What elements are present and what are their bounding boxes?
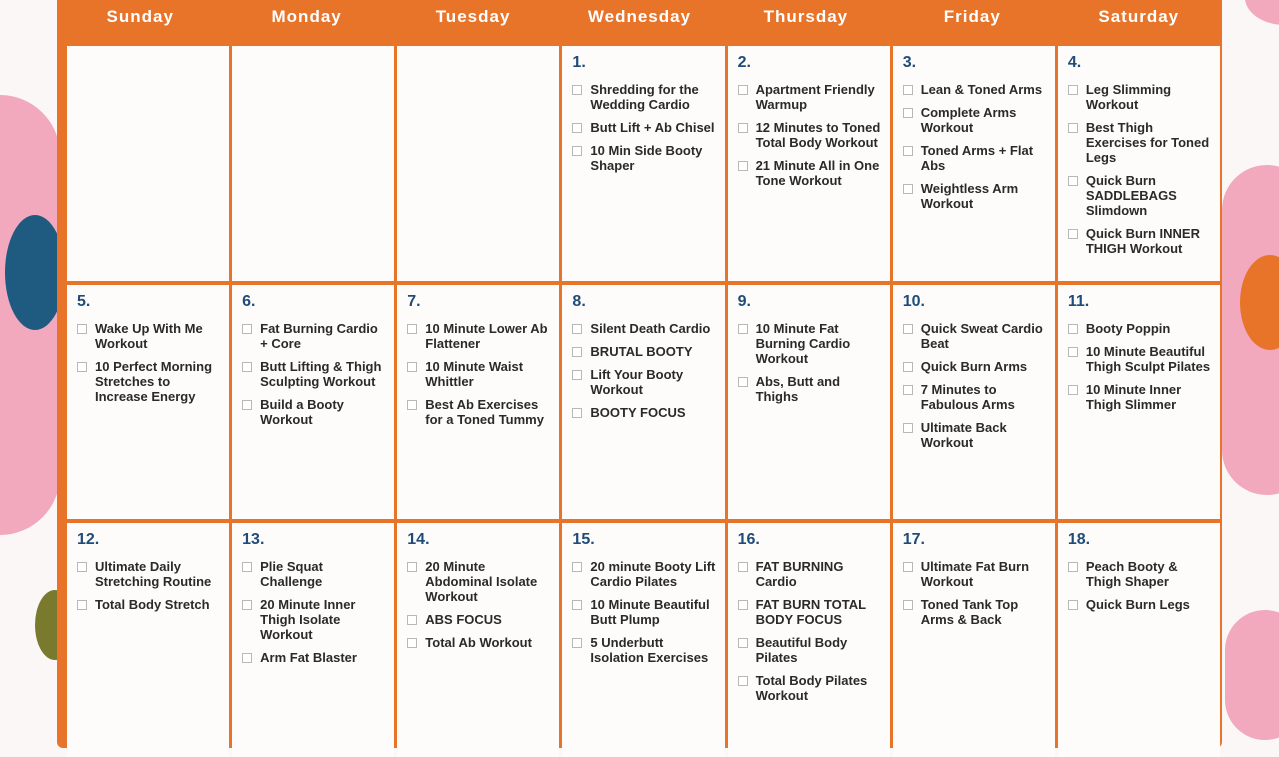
- workout-item: [738, 597, 884, 627]
- workout-item: [572, 82, 718, 112]
- workout-item: [903, 559, 1049, 589]
- workout-item: [77, 559, 223, 589]
- weekday-monday: Monday: [271, 7, 342, 26]
- calendar-day-cell: [397, 46, 559, 281]
- workout-item: [738, 120, 884, 150]
- workout-item: [572, 635, 718, 665]
- workout-label: FAT BURNING Cardio: [755, 559, 844, 589]
- workout-label: Leg Slimming Workout: [1085, 82, 1172, 112]
- workout-checkbox[interactable]: [407, 400, 417, 410]
- workout-label: BRUTAL BOOTY: [590, 344, 693, 359]
- workout-item: [572, 344, 718, 359]
- calendar-day-cell: [728, 523, 890, 757]
- calendar-day-cell: [67, 285, 229, 519]
- workout-checkbox[interactable]: [738, 123, 748, 133]
- workout-label: Ultimate Daily Stretching Routine: [95, 559, 212, 589]
- calendar-day-cell: [893, 285, 1055, 519]
- workout-label: 10 Minute Lower Ab Flattener: [425, 321, 548, 351]
- day-number: 11.: [1067, 293, 1090, 310]
- calendar-day-cell: [1058, 46, 1220, 281]
- workout-label: Toned Arms + Flat Abs: [920, 143, 1034, 173]
- navy-blob-left: [5, 215, 65, 330]
- calendar-day-cell: [397, 523, 559, 757]
- calendar-day-cell: [1058, 285, 1220, 519]
- workout-item: [1068, 382, 1214, 412]
- workout-label: 21 Minute All in One Tone Workout: [755, 158, 880, 188]
- workout-checkbox[interactable]: [407, 362, 417, 372]
- calendar-day-cell: [1058, 523, 1220, 757]
- workout-item: [903, 143, 1049, 173]
- day-number: 14.: [407, 531, 430, 548]
- workout-item: [903, 82, 1049, 97]
- workout-item: [407, 635, 553, 650]
- calendar-day-cell: [893, 523, 1055, 757]
- workout-checkbox[interactable]: [77, 362, 87, 372]
- workout-label: Ultimate Back Workout: [920, 420, 1007, 450]
- workout-item: [572, 367, 718, 397]
- workout-label: Wake Up With Me Workout: [95, 321, 203, 351]
- workout-item: [77, 359, 223, 404]
- workout-checkbox[interactable]: [572, 324, 582, 334]
- day-number: 9.: [737, 293, 751, 310]
- workout-checkbox[interactable]: [572, 600, 582, 610]
- workout-checkbox[interactable]: [572, 370, 582, 380]
- workout-item: [242, 397, 388, 427]
- calendar-day-cell: [397, 285, 559, 519]
- workout-checkbox[interactable]: [903, 146, 913, 156]
- workout-label: 10 Minute Beautiful Butt Plump: [590, 597, 710, 627]
- workout-label: 7 Minutes to Fabulous Arms: [920, 382, 1015, 412]
- workout-checkbox[interactable]: [242, 653, 252, 663]
- workout-checkbox[interactable]: [738, 85, 748, 95]
- workout-label: Silent Death Cardio: [590, 321, 711, 336]
- calendar-day-cell: [728, 285, 890, 519]
- calendar-day-cell: [232, 46, 394, 281]
- day-number: 5.: [77, 293, 91, 310]
- workout-label: Quick Sweat Cardio Beat: [920, 321, 1043, 351]
- workout-checkbox[interactable]: [572, 638, 582, 648]
- workout-label: Butt Lift + Ab Chisel: [590, 120, 715, 135]
- workout-checkbox[interactable]: [738, 324, 748, 334]
- workout-item: [903, 105, 1049, 135]
- day-number: 1.: [572, 54, 586, 71]
- workout-item: [903, 382, 1049, 412]
- workout-checkbox[interactable]: [572, 146, 582, 156]
- workout-item: [903, 321, 1049, 351]
- calendar-day-cell: [728, 46, 890, 281]
- workout-label: Total Body Stretch: [95, 597, 210, 612]
- workout-label: Complete Arms Workout: [920, 105, 1017, 135]
- workout-item: [242, 597, 388, 642]
- workout-label: Quick Burn INNER THIGH Workout: [1085, 226, 1200, 256]
- calendar-day-cell: [232, 285, 394, 519]
- workout-label: 10 Minute Beautiful Thigh Sculpt Pilates: [1085, 344, 1211, 374]
- workout-checkbox[interactable]: [77, 324, 87, 334]
- workout-checkbox[interactable]: [1068, 85, 1078, 95]
- workout-item: [738, 321, 884, 366]
- workout-checkbox[interactable]: [572, 408, 582, 418]
- workout-checkbox[interactable]: [903, 423, 913, 433]
- weekday-saturday: Saturday: [1098, 7, 1180, 26]
- workout-label: FAT BURN TOTAL BODY FOCUS: [755, 597, 866, 627]
- calendar-day-cell: [562, 285, 724, 519]
- workout-label: Best Ab Exercises for a Toned Tummy: [425, 397, 544, 427]
- workout-item: [77, 597, 223, 612]
- workout-label: Quick Burn Legs: [1085, 597, 1190, 612]
- workout-item: [1068, 559, 1214, 589]
- workout-label: Total Ab Workout: [425, 635, 532, 650]
- workout-label: Fat Burning Cardio + Core: [260, 321, 378, 351]
- pink-blob-right-bottom: [1225, 610, 1279, 740]
- workout-checkbox[interactable]: [407, 324, 417, 334]
- day-number: 6.: [242, 293, 256, 310]
- workout-checkbox[interactable]: [77, 600, 87, 610]
- workout-checkbox[interactable]: [903, 184, 913, 194]
- workout-label: 20 Minute Abdominal Isolate Workout: [425, 559, 538, 604]
- workout-checkbox[interactable]: [242, 362, 252, 372]
- workout-item: [572, 559, 718, 589]
- workout-label: Total Body Pilates Workout: [755, 673, 868, 703]
- workout-label: Booty Poppin: [1085, 321, 1171, 336]
- workout-checkbox[interactable]: [903, 600, 913, 610]
- calendar-day-cell: [893, 46, 1055, 281]
- workout-item: [572, 597, 718, 627]
- weekday-wednesday: Wednesday: [587, 7, 692, 26]
- workout-item: [242, 359, 388, 389]
- workout-item: [738, 82, 884, 112]
- workout-label: 10 Min Side Booty Shaper: [590, 143, 703, 173]
- workout-item: [1068, 597, 1214, 612]
- workout-checkbox[interactable]: [407, 638, 417, 648]
- weekday-header: [57, 0, 1222, 44]
- workout-checkbox[interactable]: [738, 562, 748, 572]
- day-number: 8.: [572, 293, 586, 310]
- day-number: 18.: [1067, 531, 1091, 548]
- workout-item: [903, 359, 1049, 374]
- workout-checkbox[interactable]: [738, 600, 748, 610]
- workout-item: [242, 321, 388, 351]
- workout-label: 5 Underbutt Isolation Exercises: [590, 635, 709, 665]
- workout-item: [903, 181, 1049, 211]
- workout-item: [572, 143, 718, 173]
- workout-item: [407, 397, 553, 427]
- workout-checkbox[interactable]: [242, 324, 252, 334]
- workout-calendar: [57, 0, 1222, 748]
- workout-checkbox[interactable]: [77, 562, 87, 572]
- workout-checkbox[interactable]: [903, 385, 913, 395]
- workout-checkbox[interactable]: [1068, 123, 1078, 133]
- workout-checkbox[interactable]: [903, 362, 913, 372]
- workout-checkbox[interactable]: [1068, 176, 1078, 186]
- workout-checkbox[interactable]: [738, 638, 748, 648]
- workout-label: Best Thigh Exercises for Toned Legs: [1085, 120, 1210, 165]
- workout-item: [572, 120, 718, 135]
- workout-checkbox[interactable]: [1068, 600, 1078, 610]
- workout-item: [572, 321, 718, 336]
- day-number: 12.: [77, 531, 100, 548]
- day-number: 16.: [737, 531, 760, 548]
- workout-label: 20 minute Booty Lift Cardio Pilates: [590, 559, 716, 589]
- workout-checkbox[interactable]: [1068, 347, 1078, 357]
- workout-checkbox[interactable]: [738, 377, 748, 387]
- workout-label: Beautiful Body Pilates: [755, 635, 848, 665]
- workout-label: Apartment Friendly Warmup: [755, 82, 875, 112]
- workout-label: 12 Minutes to Toned Total Body Workout: [755, 120, 881, 150]
- workout-checkbox[interactable]: [572, 562, 582, 572]
- workout-item: [738, 158, 884, 188]
- workout-item: [407, 612, 553, 627]
- workout-item: [1068, 321, 1214, 336]
- workout-item: [242, 650, 388, 665]
- workout-label: 10 Minute Waist Whittler: [425, 359, 524, 389]
- workout-label: Weightless Arm Workout: [920, 181, 1019, 211]
- weekday-sunday: Sunday: [106, 7, 174, 26]
- workout-item: [903, 420, 1049, 450]
- workout-item: [407, 359, 553, 389]
- workout-item: [738, 673, 884, 703]
- workout-checkbox[interactable]: [903, 85, 913, 95]
- workout-label: Quick Burn SADDLEBAGS Slimdown: [1085, 173, 1177, 218]
- day-number: [242, 54, 388, 76]
- workout-item: [1068, 226, 1214, 256]
- workout-checkbox[interactable]: [738, 676, 748, 686]
- workout-label: Build a Booty Workout: [260, 397, 344, 427]
- calendar-day-cell: [562, 523, 724, 757]
- workout-checkbox[interactable]: [738, 161, 748, 171]
- workout-label: 10 Minute Inner Thigh Slimmer: [1085, 382, 1182, 412]
- workout-item: [407, 321, 553, 351]
- day-number: 17.: [902, 531, 925, 548]
- pink-blob-right-top: [1245, 0, 1279, 25]
- day-number: 15.: [572, 531, 595, 548]
- workout-checkbox[interactable]: [572, 347, 582, 357]
- workout-label: BOOTY FOCUS: [590, 405, 686, 420]
- workout-checkbox[interactable]: [572, 85, 582, 95]
- workout-label: Shredding for the Wedding Cardio: [590, 82, 699, 112]
- workout-label: Abs, Butt and Thighs: [755, 374, 841, 404]
- workout-checkbox[interactable]: [1068, 324, 1078, 334]
- workout-label: 20 Minute Inner Thigh Isolate Workout: [260, 597, 356, 642]
- workout-checkbox[interactable]: [572, 123, 582, 133]
- workout-label: Ultimate Fat Burn Workout: [920, 559, 1030, 589]
- workout-label: Peach Booty & Thigh Shaper: [1085, 559, 1178, 589]
- calendar-grid: [67, 46, 1220, 757]
- day-number: [407, 54, 553, 76]
- workout-item: [77, 321, 223, 351]
- day-number: 3.: [902, 54, 917, 71]
- weekday-thursday: Thursday: [763, 7, 849, 26]
- workout-item: [1068, 120, 1214, 165]
- workout-checkbox[interactable]: [903, 324, 913, 334]
- workout-item: [242, 559, 388, 589]
- workout-label: 10 Perfect Morning Stretches to Increase Energy: [95, 359, 213, 404]
- workout-checkbox[interactable]: [1068, 229, 1078, 239]
- calendar-day-cell: [67, 523, 229, 757]
- workout-label: Lift Your Booty Workout: [590, 367, 684, 397]
- workout-checkbox[interactable]: [903, 562, 913, 572]
- workout-label: Butt Lifting & Thigh Sculpting Workout: [260, 359, 382, 389]
- workout-checkbox[interactable]: [242, 562, 252, 572]
- workout-checkbox[interactable]: [903, 108, 913, 118]
- workout-item: [738, 635, 884, 665]
- day-number: 2.: [737, 54, 751, 71]
- workout-item: [738, 559, 884, 589]
- workout-checkbox[interactable]: [1068, 562, 1078, 572]
- calendar-day-cell: [232, 523, 394, 757]
- workout-label: Quick Burn Arms: [920, 359, 1028, 374]
- workout-checkbox[interactable]: [407, 562, 417, 572]
- workout-checkbox[interactable]: [407, 615, 417, 625]
- workout-item: [407, 559, 553, 604]
- workout-item: [1068, 82, 1214, 112]
- day-number: 7.: [407, 293, 421, 310]
- day-number: 10.: [902, 293, 925, 310]
- calendar-day-cell: [67, 46, 229, 281]
- workout-label: Plie Squat Challenge: [260, 559, 323, 589]
- workout-item: [903, 597, 1049, 627]
- workout-item: [1068, 344, 1214, 374]
- calendar-day-cell: [562, 46, 724, 281]
- workout-checkbox[interactable]: [242, 400, 252, 410]
- workout-item: [738, 374, 884, 404]
- day-number: [77, 54, 223, 76]
- workout-item: [572, 405, 718, 420]
- day-number: 4.: [1067, 54, 1082, 71]
- day-number: 13.: [242, 531, 265, 548]
- workout-label: Lean & Toned Arms: [920, 82, 1043, 97]
- workout-label: Arm Fat Blaster: [260, 650, 357, 665]
- workout-checkbox[interactable]: [242, 600, 252, 610]
- workout-label: Toned Tank Top Arms & Back: [920, 597, 1019, 627]
- weekday-tuesday: Tuesday: [435, 7, 511, 26]
- workout-checkbox[interactable]: [1068, 385, 1078, 395]
- weekday-friday: Friday: [943, 7, 1001, 26]
- workout-label: ABS FOCUS: [425, 612, 502, 627]
- workout-item: [1068, 173, 1214, 218]
- workout-label: 10 Minute Fat Burning Cardio Workout: [755, 321, 851, 366]
